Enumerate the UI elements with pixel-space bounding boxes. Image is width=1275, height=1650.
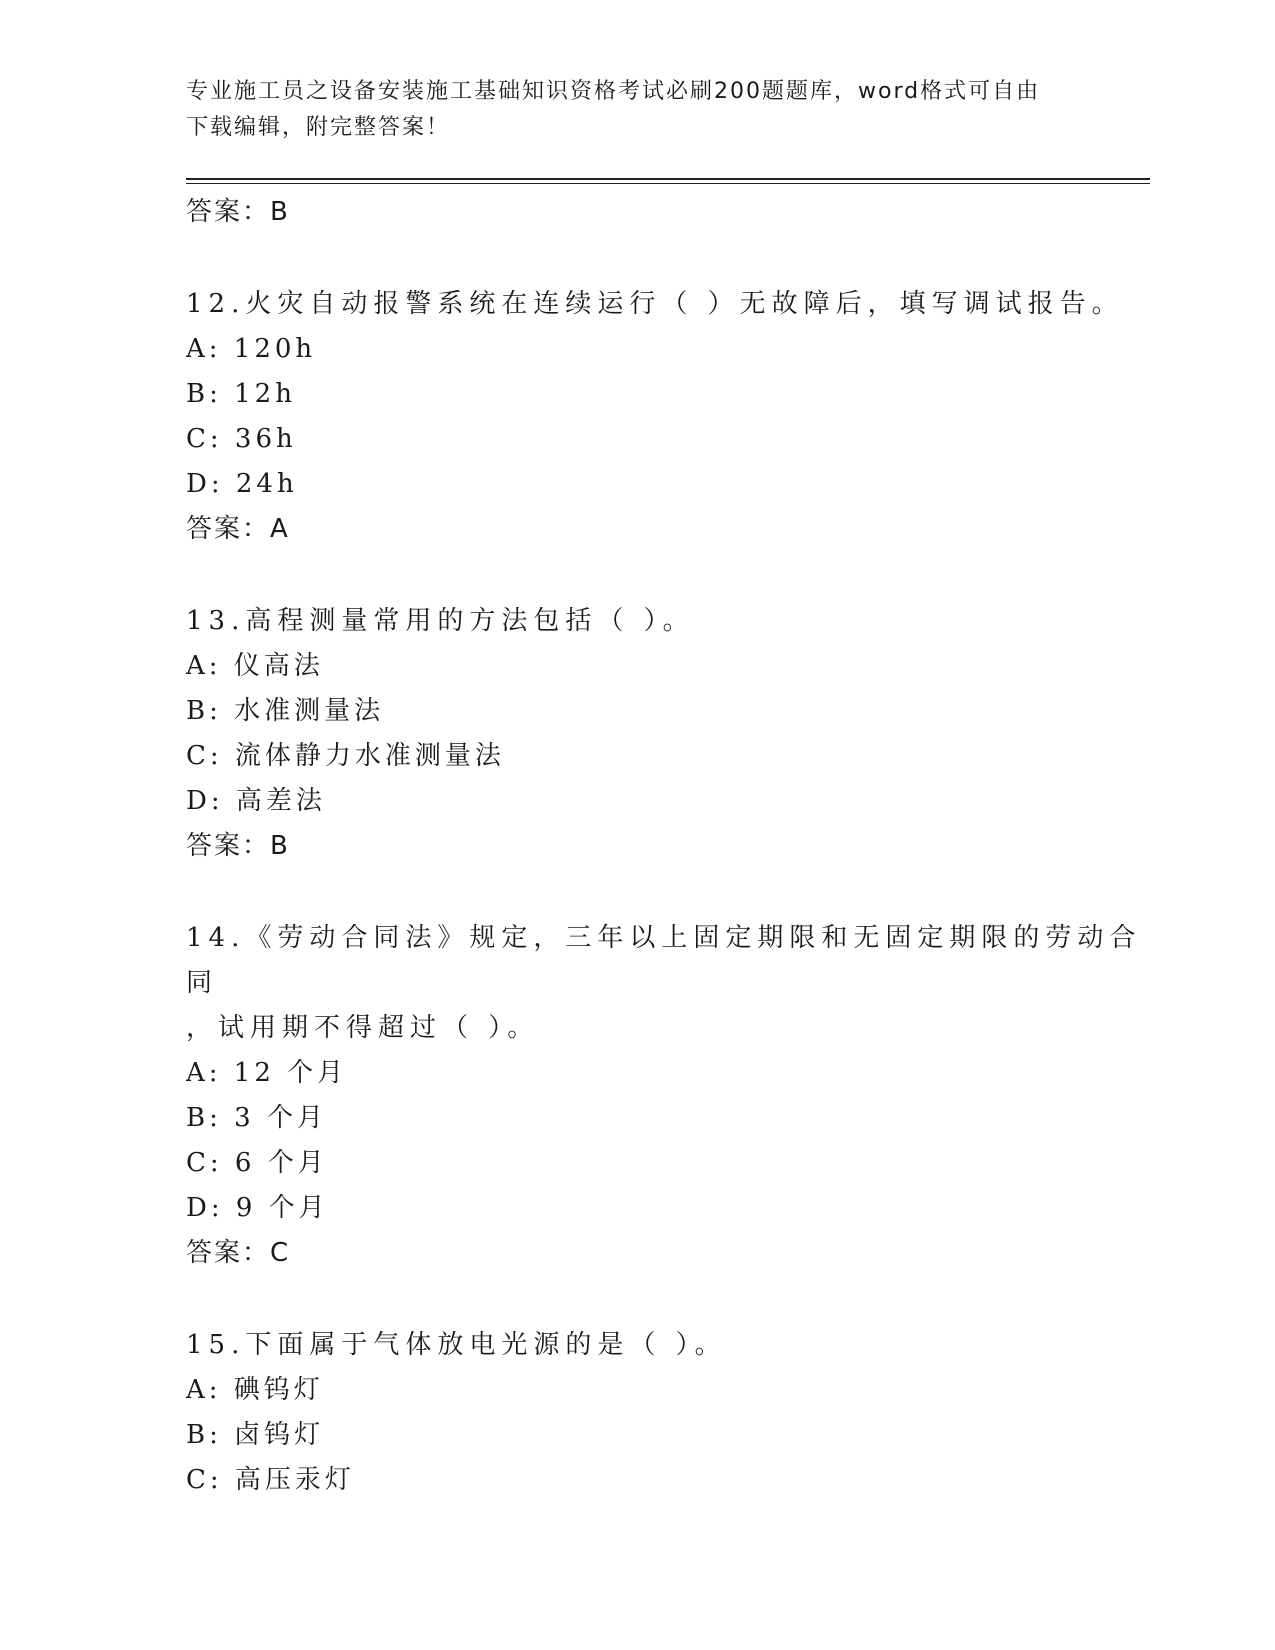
answer-line: 答案：B <box>186 831 290 861</box>
answer-line: 答案：C <box>186 1238 291 1268</box>
spacer <box>186 868 1150 916</box>
question-stem: 12.火灾自动报警系统在连续运行（ ）无故障后，填写调试报告。 <box>186 289 1124 319</box>
question-block-14 <box>186 916 1150 1275</box>
option-c: C: 高压汞灯 <box>186 1465 355 1495</box>
option-c: C: 6 个月 <box>186 1148 328 1178</box>
option-d: D: 9 个月 <box>186 1193 329 1223</box>
option-c: C: 36h <box>186 424 297 454</box>
question-stem: 15.下面属于气体放电光源的是（ ）。 <box>186 1330 727 1360</box>
question-stem: 13.高程测量常用的方法包括（ ）。 <box>186 606 695 636</box>
option-b: B: 卤钨灯 <box>186 1420 325 1450</box>
option-d: D: 24h <box>186 469 298 499</box>
option-d: D: 高差法 <box>186 786 326 816</box>
spacer <box>186 1275 1150 1323</box>
header-divider-thick <box>186 178 1150 180</box>
option-b: B: 水准测量法 <box>186 696 385 726</box>
answer-line: 答案：A <box>186 514 290 544</box>
option-a: A: 120h <box>186 334 317 364</box>
answer-line: 答案：B <box>186 197 290 227</box>
question-block-13 <box>186 599 1150 868</box>
question-stem-line-2: ，试用期不得超过（ ）。 <box>186 1013 540 1043</box>
option-a: A: 12 个月 <box>186 1058 348 1088</box>
question-block-15 <box>186 1323 1150 1503</box>
spacer <box>186 234 1150 282</box>
question-block-12 <box>186 282 1150 551</box>
header-divider-thin <box>186 183 1150 184</box>
spacer <box>186 551 1150 599</box>
option-b: B: 12h <box>186 379 296 409</box>
document-header <box>186 74 1086 146</box>
header-line-2: 下载编辑，附完整答案！ <box>186 115 451 140</box>
option-a: A: 碘钨灯 <box>186 1375 324 1405</box>
header-line-1: 专业施工员之设备安装施工基础知识资格考试必刷200题题库，word格式可自由 <box>186 79 1041 104</box>
option-b: B: 3 个月 <box>186 1103 327 1133</box>
option-c: C: 流体静力水准测量法 <box>186 741 505 771</box>
question-list <box>186 190 1150 1503</box>
option-a: A: 仪高法 <box>186 651 324 681</box>
question-stem-line-1: 14.《劳动合同法》规定，三年以上固定期限和无固定期限的劳动合同 <box>186 923 1142 998</box>
